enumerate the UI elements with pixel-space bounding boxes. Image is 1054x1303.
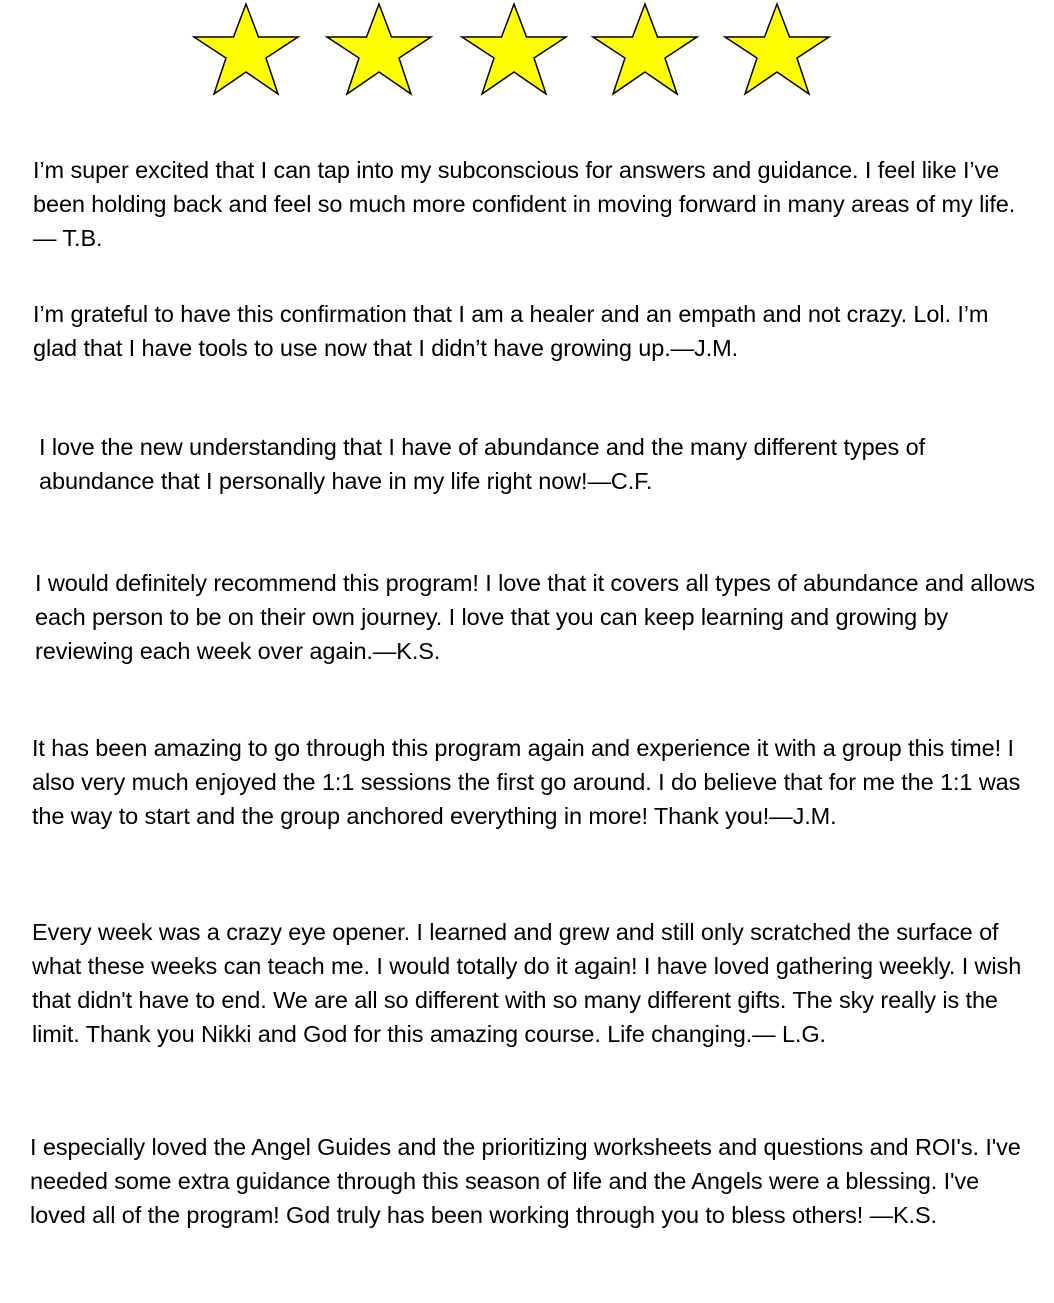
testimonial-cf: I love the new understanding that I have of abundance and the many different types of abundance that I personally have in my life right now!—C.F. <box>39 434 925 494</box>
testimonial-ks-2: I especially loved the Angel Guides and the prioritizing worksheets and questions and ROI's. I've needed some extra guidance through this season of life and the Angels were a blessing. I've loved all of the program! God truly has been working through you to bless others! —K.S. <box>30 1134 1021 1228</box>
testimonial-ks-1: I would definitely recommend this program! I love that it covers all types of abundance and allows each person to be on their own journey. I love that you can keep learning and growing by reviewing each week over again.—K.S. <box>35 570 1035 664</box>
testimonial-jm-1: I’m grateful to have this confirmation that I am a healer and an empath and not crazy. Lol. I’m glad that I have tools to use now that I didn’t have growing up.—J.M. <box>33 301 989 361</box>
testimonial-lg: Every week was a crazy eye opener. I learned and grew and still only scratched the surface of what these weeks can teach me. I would totally do it again! I have loved gathering weekly. I wish that didn't have to end. We are all so different with so many different gifts. The sky really is the limit. Thank you Nikki and God for this amazing course. Life changing.— L.G. <box>32 919 1022 1047</box>
star-icon <box>722 2 832 96</box>
testimonial-tb: I’m super excited that I can tap into my subconscious for answers and guidance. I feel like I’ve been holding back and feel so much more confident in moving forward in many areas of my life.— T.B. <box>33 157 1016 251</box>
star-rating <box>0 0 1054 100</box>
star-icon <box>590 2 700 96</box>
testimonial-jm-2: It has been amazing to go through this program again and experience it with a group this time! I also very much enjoyed the 1:1 sessions the first go around. I do believe that for me the 1:1 was the way to start and the group anchored everything in more! Thank you!—J.M. <box>32 735 1021 829</box>
star-icon <box>459 2 569 96</box>
star-icon <box>324 2 434 96</box>
star-icon <box>191 2 301 96</box>
